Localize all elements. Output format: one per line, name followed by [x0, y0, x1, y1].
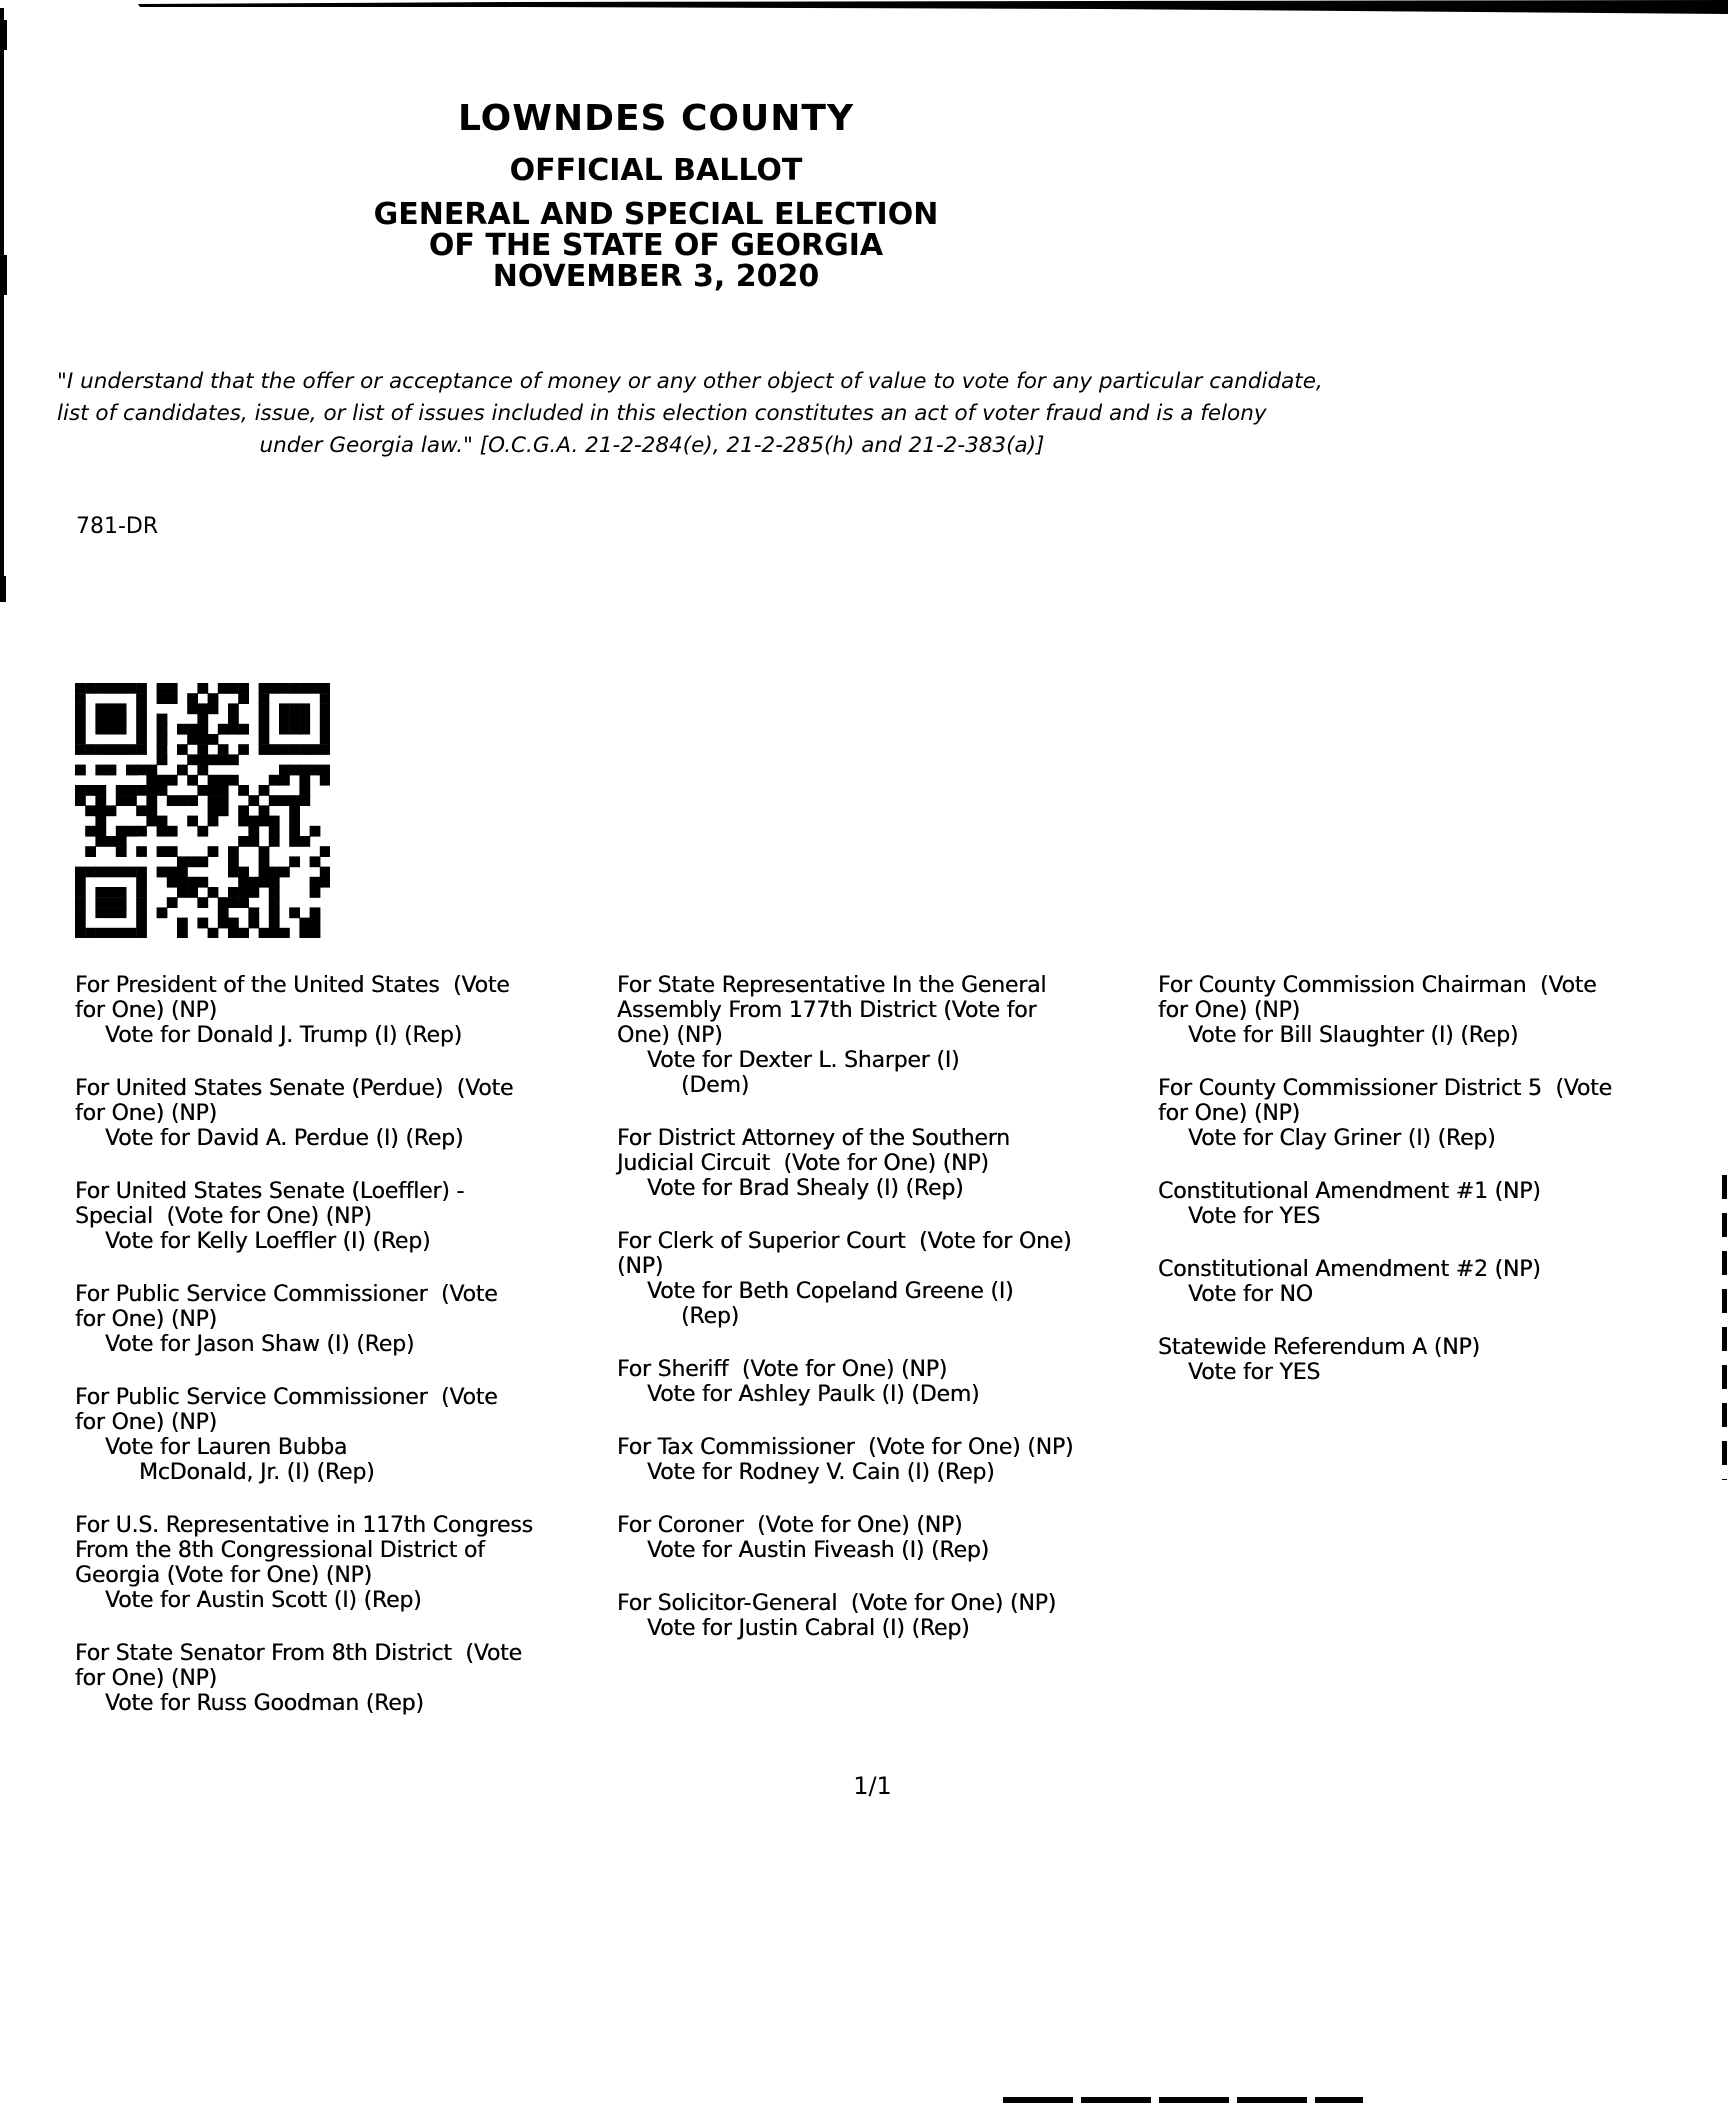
contest-title-line: One) (NP) — [617, 1023, 723, 1048]
vote-selection-line: Vote for Justin Cabral (I) (Rep) — [647, 1616, 970, 1641]
contest-title-line: For Tax Commissioner (Vote for One) (NP) — [617, 1435, 1074, 1460]
election-title-line1: GENERAL AND SPECIAL ELECTION — [373, 197, 939, 232]
contest-block — [617, 1357, 1158, 1407]
contest-title-line: Assembly From 177th District (Vote for — [617, 998, 1037, 1023]
vote-selection-line: Vote for NO — [1188, 1282, 1313, 1307]
contest-column-2 — [617, 973, 1158, 1669]
contest-title-line: For President of the United States (Vote — [75, 973, 510, 998]
election-title-line2: OF THE STATE OF GEORGIA — [428, 228, 884, 263]
vote-selection-line: Vote for YES — [1188, 1204, 1321, 1229]
vote-selection-line: Vote for Austin Fiveash (I) (Rep) — [647, 1538, 989, 1563]
contest-block — [75, 1513, 620, 1613]
contest-block — [1158, 1179, 1728, 1229]
contest-title-line: For Public Service Commissioner (Vote — [75, 1385, 498, 1410]
contest-title-line: For State Senator From 8th District (Vote — [75, 1641, 522, 1666]
disclaimer-line: "I understand that the offer or acceptance of money or any other object of value to vote for any particular candidate, — [57, 369, 1323, 394]
election-date: NOVEMBER 3, 2020 — [492, 259, 820, 294]
vote-selection-line: Vote for Lauren Bubba — [105, 1435, 348, 1460]
vote-selection-line: Vote for David A. Perdue (I) (Rep) — [105, 1126, 464, 1151]
contest-block — [1158, 1076, 1728, 1151]
contest-block — [617, 1435, 1158, 1485]
contest-block — [1158, 1257, 1728, 1307]
contest-title-line: From the 8th Congressional District of — [75, 1538, 485, 1563]
contest-block — [75, 1076, 620, 1151]
vote-selection-line: Vote for Kelly Loeffler (I) (Rep) — [105, 1229, 431, 1254]
vote-selection-line: Vote for Brad Shealy (I) (Rep) — [647, 1176, 964, 1201]
contest-title-line: Constitutional Amendment #2 (NP) — [1158, 1257, 1541, 1282]
contest-title-line: Judicial Circuit (Vote for One) (NP) — [617, 1151, 989, 1176]
vote-selection-line: Vote for Jason Shaw (I) (Rep) — [105, 1332, 415, 1357]
county-title: LOWNDES COUNTY — [457, 98, 855, 139]
voter-fraud-disclaimer — [57, 366, 1323, 462]
contest-block — [617, 1229, 1158, 1329]
contest-block — [75, 1179, 620, 1254]
contest-title-line: for One) (NP) — [75, 1666, 217, 1691]
vote-selection-line: Vote for Ashley Paulk (I) (Dem) — [647, 1382, 980, 1407]
contest-title-line: For County Commission Chairman (Vote — [1158, 973, 1597, 998]
contest-title-line: For Sheriff (Vote for One) (NP) — [617, 1357, 948, 1382]
vote-selection-line: Vote for Austin Scott (I) (Rep) — [105, 1588, 422, 1613]
contest-column-1 — [75, 973, 620, 1744]
contest-title-line: Statewide Referendum A (NP) — [1158, 1335, 1480, 1360]
contest-block — [1158, 1335, 1728, 1385]
contest-title-line: for One) (NP) — [75, 1101, 217, 1126]
contest-title-line: For County Commissioner District 5 (Vote — [1158, 1076, 1612, 1101]
contest-title-line: (NP) — [617, 1254, 664, 1279]
contest-block — [75, 1385, 620, 1485]
contest-title-line: Special (Vote for One) (NP) — [75, 1204, 372, 1229]
scan-artifact-top-edge — [0, 0, 1728, 16]
contest-title-line: for One) (NP) — [1158, 1101, 1300, 1126]
contest-block — [1158, 973, 1728, 1048]
vote-selection-line: (Dem) — [681, 1073, 750, 1098]
vote-selection-line: Vote for Russ Goodman (Rep) — [105, 1691, 424, 1716]
contest-title-line: For United States Senate (Loeffler) - — [75, 1179, 465, 1204]
contest-block — [617, 1126, 1158, 1201]
contest-block — [617, 1513, 1158, 1563]
contest-title-line: for One) (NP) — [75, 998, 217, 1023]
contest-title-line: For Clerk of Superior Court (Vote for One) — [617, 1229, 1072, 1254]
contest-title-line: Georgia (Vote for One) (NP) — [75, 1563, 372, 1588]
contest-title-line: For Solicitor-General (Vote for One) (NP) — [617, 1591, 1057, 1616]
contest-title-line: Constitutional Amendment #1 (NP) — [1158, 1179, 1541, 1204]
vote-selection-line: (Rep) — [681, 1304, 739, 1329]
vote-selection-line: Vote for Beth Copeland Greene (I) — [647, 1279, 1014, 1304]
disclaimer-line: under Georgia law." [O.C.G.A. 21-2-284(e), 21-2-285(h) and 21-2-383(a)] — [259, 433, 1045, 458]
ballot-style-code: 781-DR — [76, 514, 159, 539]
vote-selection-line: Vote for Donald J. Trump (I) (Rep) — [105, 1023, 462, 1048]
ballot-header — [0, 98, 1312, 292]
vote-selection-line: McDonald, Jr. (I) (Rep) — [139, 1460, 375, 1485]
page-number: 1/1 — [853, 1772, 892, 1800]
ballot-type-title: OFFICIAL BALLOT — [509, 153, 803, 188]
contest-title-line: For Public Service Commissioner (Vote — [75, 1282, 498, 1307]
vote-selection-line: Vote for YES — [1188, 1360, 1321, 1385]
contest-block — [75, 1641, 620, 1716]
contest-block — [617, 1591, 1158, 1641]
contest-title-line: For United States Senate (Perdue) (Vote — [75, 1076, 514, 1101]
scan-artifact-left-mark-1 — [0, 20, 7, 50]
contest-title-line: for One) (NP) — [75, 1410, 217, 1435]
contest-title-line: For District Attorney of the Southern — [617, 1126, 1010, 1151]
vote-selection-line: Vote for Bill Slaughter (I) (Rep) — [1188, 1023, 1519, 1048]
scan-artifact-left-mark-3 — [0, 576, 6, 602]
contest-block — [75, 973, 620, 1048]
vote-selection-line: Vote for Clay Griner (I) (Rep) — [1188, 1126, 1496, 1151]
contest-title-line: for One) (NP) — [1158, 998, 1300, 1023]
contest-block — [617, 973, 1158, 1098]
contest-column-3 — [1158, 973, 1728, 1413]
vote-selection-line: Vote for Rodney V. Cain (I) (Rep) — [647, 1460, 995, 1485]
contest-title-line: for One) (NP) — [75, 1307, 217, 1332]
scan-artifact-bottom-dashes — [1003, 2097, 1363, 2103]
vote-selection-line: Vote for Dexter L. Sharper (I) — [647, 1048, 960, 1073]
qr-code — [75, 683, 330, 938]
contest-title-line: For U.S. Representative in 117th Congress — [75, 1513, 533, 1538]
contest-title-line: For State Representative In the General — [617, 973, 1047, 998]
contest-block — [75, 1282, 620, 1357]
contest-title-line: For Coroner (Vote for One) (NP) — [617, 1513, 963, 1538]
disclaimer-line: list of candidates, issue, or list of issues included in this election constitutes an act of voter fraud and is a felony — [57, 401, 1267, 426]
